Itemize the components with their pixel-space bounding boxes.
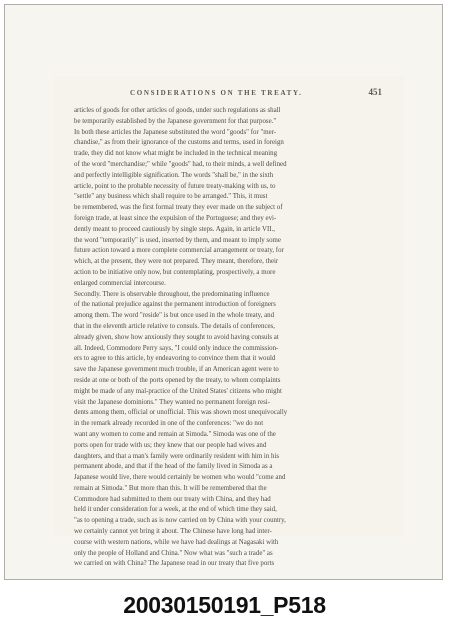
text-line: that in the eleventh article relative to consuls. The details of conferences, (74, 322, 275, 330)
text-line: articles of goods for other articles of goods, under such regulations as shall (74, 107, 281, 114)
text-line: chandise," as from their ignorance of the customs and terms, used in foreign (74, 139, 284, 147)
text-line: Secondly. There is observable throughout, the predominating influence (74, 290, 270, 298)
text-line: ers to agree to this article, by endeavoring to convince them that it would (74, 355, 276, 363)
text-line: of the word "merchandise;" while "goods" had, to their minds, a well defined (74, 160, 287, 168)
text-line: daughters, and that a man's family were ordinarily resident with him in his (74, 452, 280, 460)
text-line: visit the Japanese dominions." They wanted no permanent foreign resi- (74, 398, 270, 406)
text-line: want any women to come and remain at Simoda." Simoda was one of the (74, 430, 276, 438)
text-line: only the people of Holland and China." Now what was "such a trade" as (74, 549, 273, 557)
text-line: permanent abode, and that if the head of the family lived in Simoda as a (74, 463, 273, 471)
text-line: future action toward a more complete commercial arrangement or treaty, for (74, 247, 284, 255)
text-line: the word "temporarily" is used, inserted by them, and meant to imply some (74, 236, 281, 244)
text-line: among them. The word "reside" is but once used in the whole treaty, and (74, 312, 275, 320)
text-line: be remembered, was the first formal treaty they ever made on the subject of (74, 204, 283, 212)
page-header (78, 88, 382, 102)
text-line: might be made of any mal-practice of the United States' citizens who might (74, 387, 282, 395)
text-line: reside at one or both of the ports opened by the treaty, to whom complaints (74, 376, 281, 384)
image-caption: 20030150191_P518 (123, 592, 326, 618)
text-line: be temporarily established by the Japanese government for that purpose." (74, 117, 277, 125)
text-line: and perfectly intelligible signification. The words "shall be," in the sixth (74, 171, 274, 179)
text-line: article, point to the probable necessity of future treaty-making with us, to (74, 182, 276, 190)
text-line: trade, they did not know what might be included in the technical meaning (74, 150, 278, 158)
text-line: which, at the present, they were not prepared. They meant, therefore, their (74, 258, 279, 266)
text-line: foreign trade, at least since the expulsion of the Portuguese; and they evi- (74, 214, 277, 222)
text-line: of the national prejudice against the permanent introduction of foreigners (74, 301, 276, 309)
text-line: "settle" any business which shall require to be arranged." This, it must (74, 193, 268, 201)
text-line: save the Japanese government much trouble, if an American agent were to (74, 366, 279, 374)
text-line: we certainly cannot yet bring it about. The Chinese have long had inter- (74, 528, 272, 536)
body-text (74, 106, 384, 570)
text-line: in the remark already recorded in one of the conferences: "we do not (74, 420, 264, 428)
text-line: we carried on with China? The Japanese read in our treaty that five ports (74, 560, 275, 568)
text-line: Commodore had submitted to them our treaty with China, and they had (74, 495, 271, 503)
page-number: 451 (368, 87, 382, 97)
running-head: CONSIDERATIONS ON THE TREATY. (130, 89, 303, 97)
text-line: already given, show how anxiously they sought to avoid having consuls at (74, 333, 279, 341)
text-line: course with western nations, while we have had dealings at Nagasaki with (74, 538, 279, 546)
text-line: held it under consideration for a week, at the end of which time they said, (74, 506, 277, 514)
text-line: remain at Simoda." But more than this. It will be remembered that the (74, 484, 267, 492)
text-line: action to be initiative only now, but contemplating, prospectively, a more (74, 268, 276, 276)
text-line: dents among them, official or unofficial. This was shown most unequivocally (74, 409, 288, 417)
text-line: ports open for trade with us; they knew that our people had wives and (74, 441, 267, 449)
text-line: In both these articles the Japanese substituted the word "goods" for "mer- (74, 128, 277, 136)
text-line: "as to opening a trade, such as is now carried on by China with your country, (74, 517, 286, 525)
text-line: Japanese would live, there would certainly be women who would "come and (74, 474, 286, 482)
text-line: all. Indeed, Commodore Perry says, "I could only induce the commission- (74, 344, 279, 352)
text-line: enlarged commercial intercourse. (74, 279, 166, 287)
text-line: dently meant to proceed cautiously by single steps. Again, in article VII., (74, 225, 275, 233)
